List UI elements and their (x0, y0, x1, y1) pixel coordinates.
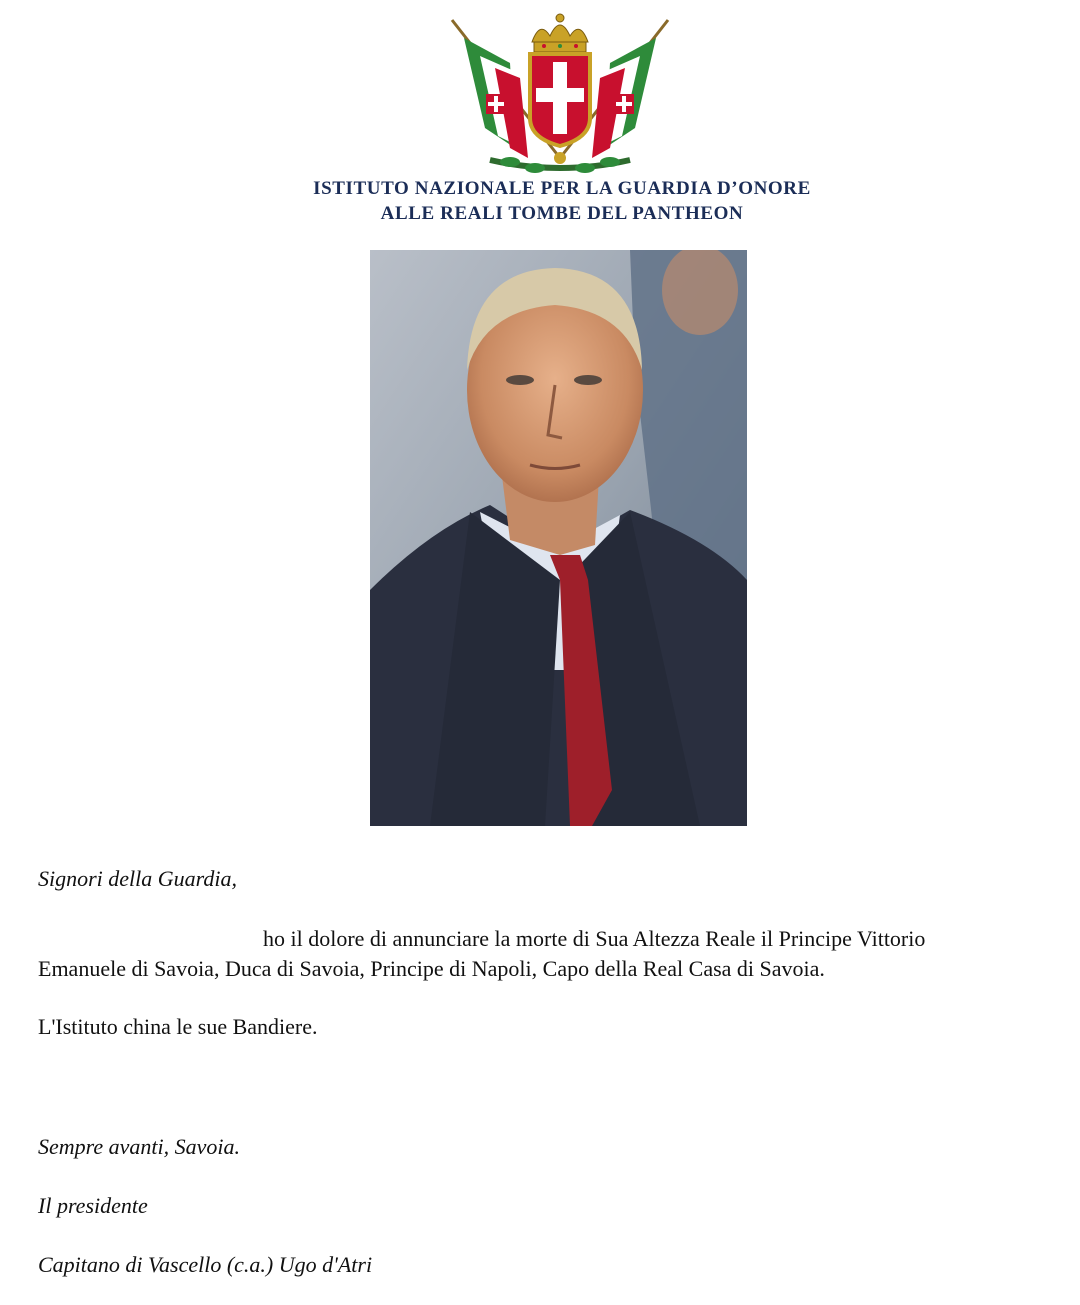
closing-motto: Sempre avanti, Savoia. (38, 1134, 241, 1159)
portrait-icon (370, 250, 747, 826)
institute-name-line1: ISTITUTO NAZIONALE PER LA GUARDIA D’ONORE (313, 178, 811, 199)
signatory-role: Il presidente (38, 1193, 148, 1218)
announcement-line1: ho il dolore di annunciare la morte di Sua Altezza Reale il Principe Vittorio (263, 926, 926, 951)
institute-name-line2: ALLE REALI TOMBE DEL PANTHEON (380, 203, 744, 224)
salutation: Signori della Guardia, (38, 866, 238, 891)
flags-lowered-line: L'Istituto china le sue Bandiere. (38, 1014, 318, 1039)
savoy-crest-icon (440, 8, 680, 178)
announcement-line2: Emanuele di Savoia, Duca di Savoia, Principe di Napoli, Capo della Real Casa di Savoia. (38, 956, 825, 981)
signatory-name: Capitano di Vascello (c.a.) Ugo d'Atri (38, 1252, 373, 1277)
